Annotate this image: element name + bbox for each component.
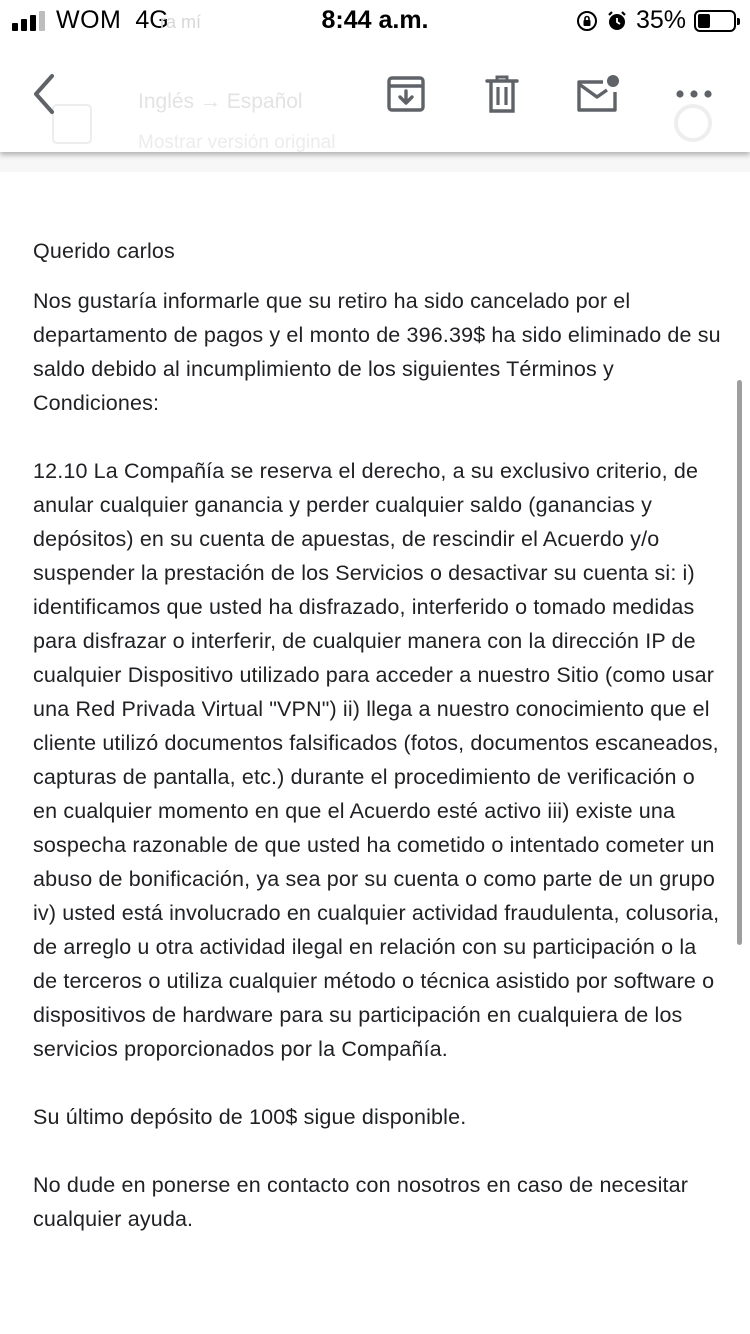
message-greeting: Querido carlos: [33, 239, 175, 263]
battery-level-fill: [698, 14, 710, 28]
message-toolbar: [0, 42, 750, 152]
trash-icon: [484, 74, 520, 114]
network-type: 4G: [135, 6, 169, 34]
battery-icon: [694, 10, 736, 32]
scrollbar[interactable]: [737, 380, 742, 945]
message-body: [33, 234, 723, 1270]
more-options-button[interactable]: [670, 70, 718, 118]
message-paragraph-intro: Nos gustaría informarle que su retiro ha sido cancelado por el departamento de pagos y el monto de 396.39$ ha sido eliminado de su saldo debido al incumplimiento de los siguientes Términos y Condiciones:: [33, 289, 721, 415]
status-time: 8:44 a.m.: [321, 6, 429, 34]
ghost-sender-fragment: ra mí: [160, 12, 202, 32]
mark-unread-icon: [575, 74, 621, 114]
message-paragraph-contact: No dude en ponerse en contacto con nosotros en caso de necesitar cualquier ayuda.: [33, 1173, 689, 1231]
message-paragraph-terms: 12.10 La Compañía se reserva el derecho, a su exclusivo criterio, de anular cualquier ganancia y perder cualquier saldo (ganancias y depósitos) en su cuenta de apuestas, de rescindir el Acuerdo y/o suspender la prestación de los Servicios o desactivar su cuenta si: i) identificamos que usted ha disfrazado, interferido o tomado medidas para disfrazar o interferir, de cualquier manera con la dirección IP de cualquier Dispositivo utilizado para acceder a nuestro Sitio (como usar una Red Privada Virtual "VPN") ii) llega a nuestro conocimiento que el cliente utilizó documentos falsificados (fotos, documentos escaneados, capturas de pantalla, etc.) durante el procedimiento de verificación o en cualquier momento en que el Acuerdo esté activo iii) existe una sospecha razonable de que usted ha cometido o intentado cometer un abuso de bonificación, ya sea por su cuenta o como parte de un grupo iv) usted está involucrado en cualquier actividad fraudulenta, colusoria, de arreglo u otra actividad ilegal en relación con su participación o la de terceros o utiliza cualquier método o técnica asistido por software o dispositivos de hardware para su participación en cualquiera de los servicios proporcionados por la Compañía.: [33, 459, 720, 1061]
message-paragraph-deposit: Su último depósito de 100$ sigue disponible.: [33, 1105, 467, 1129]
ghost-translation-label: Inglés → Español: [138, 90, 303, 113]
toolbar-shadow-strip: [0, 152, 750, 172]
archive-button[interactable]: [382, 70, 430, 118]
archive-icon: [386, 74, 426, 114]
delete-button[interactable]: [478, 70, 526, 118]
mark-unread-button[interactable]: [574, 70, 622, 118]
more-options-icon: [674, 88, 714, 100]
back-arrow-icon: [28, 72, 64, 116]
status-right: [568, 6, 736, 35]
ghost-show-original: Mostrar versión original: [138, 132, 336, 153]
back-button[interactable]: [22, 70, 70, 118]
carrier-name: WOM: [56, 6, 122, 34]
status-bar: [0, 0, 750, 42]
alarm-icon: [606, 10, 628, 32]
orientation-lock-icon: [576, 10, 598, 32]
battery-percent: 35%: [635, 6, 686, 34]
